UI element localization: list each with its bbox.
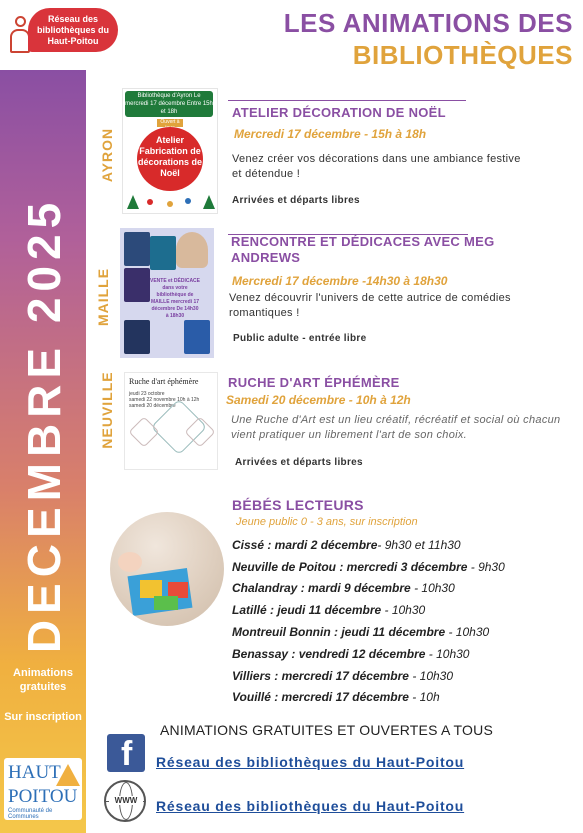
event-note-maille: Public adulte - entrée libre bbox=[233, 333, 367, 344]
sidebar-note-free: Animations gratuites bbox=[13, 667, 73, 693]
bebes-row: Neuville de Poitou : mercredi 3 décembre - 9h30 bbox=[232, 560, 505, 574]
facebook-link[interactable]: Réseau des bibliothèques du Haut-Poitou bbox=[156, 754, 465, 770]
author-photo bbox=[176, 232, 208, 268]
network-logo bbox=[4, 6, 122, 60]
footer-title: ANIMATIONS GRATUITES ET OUVERTES A TOUS bbox=[160, 722, 493, 738]
page-title-line2: BIBLIOTHÈQUES bbox=[352, 40, 573, 70]
sidebar-band bbox=[0, 70, 86, 833]
network-logo-text: Réseau des bibliothèques du Haut-Poitou bbox=[28, 8, 118, 52]
poster-neuville: Ruche d'art éphémère jeudi 23 octobre samedi 22 novembre 10h à 12h samedi 20 décembre bbox=[124, 372, 218, 470]
event-note-ayron: Arrivées et départs libres bbox=[232, 195, 360, 206]
bebes-subtitle: Jeune public 0 - 3 ans, sur inscription bbox=[236, 516, 418, 528]
poster-ayron: Bibliothèque d'Ayron Le mercredi 17 décembre Entre 15h et 18h Ouvert à Atelier Fabrication de décorations de Noël bbox=[122, 88, 218, 214]
event-note-neuville: Arrivées et départs libres bbox=[235, 457, 363, 468]
divider bbox=[228, 100, 466, 101]
bebes-row: Vouillé : mercredi 17 décembre - 10h bbox=[232, 690, 440, 704]
sidebar-note-registration: Sur inscription bbox=[4, 711, 82, 723]
page-title-line1: LES ANIMATIONS DES bbox=[283, 8, 573, 38]
website-link[interactable]: Réseau des bibliothèques du Haut-Poitou bbox=[156, 798, 465, 814]
town-label-neuville: NEUVILLE bbox=[99, 371, 115, 449]
event-desc-maille: Venez découvrir l'univers de cette autrice de comédies romantiques ! bbox=[229, 292, 511, 319]
bebes-row: Cissé : mardi 2 décembre- 9h30 et 11h30 bbox=[232, 538, 461, 552]
haut-poitou-logo: HAUT POITOU Communauté de Communes bbox=[4, 758, 82, 820]
town-label-ayron: AYRON bbox=[99, 127, 115, 183]
poster-maille: VENTE et DÉDICACE dans votre bibliothèque de MAILLE mercredi 17 décembre De 14h30 à 18h30 bbox=[120, 228, 214, 358]
event-date-neuville: Samedi 20 décembre - 10h à 12h bbox=[226, 393, 411, 407]
baby-photo bbox=[110, 512, 224, 626]
town-label-maille: MAILLE bbox=[95, 267, 111, 327]
facebook-icon[interactable]: f bbox=[107, 734, 145, 772]
event-title-neuville: RUCHE D'ART ÉPHÉMÈRE bbox=[228, 375, 400, 390]
bebes-row: Villiers : mercredi 17 décembre - 10h30 bbox=[232, 669, 454, 683]
event-title-maille: RENCONTRE ET DÉDICACES AVEC MEG ANDREWS bbox=[231, 234, 495, 265]
month-label: DECEMBRE 2025 bbox=[18, 196, 70, 654]
bebes-row: Benassay : vendredi 12 décembre - 10h30 bbox=[232, 647, 470, 661]
event-desc-ayron: Venez créer vos décorations dans une ambiance festive et détendue ! bbox=[232, 153, 521, 180]
globe-icon[interactable]: WWW bbox=[104, 780, 146, 822]
bebes-row: Chalandray : mardi 9 décembre - 10h30 bbox=[232, 581, 455, 595]
event-desc-neuville: Une Ruche d'Art est un lieu créatif, récréatif et social où chacun vient pratiquer un librement l'art de son choix. bbox=[231, 414, 561, 441]
event-date-ayron: Mercredi 17 décembre - 15h à 18h bbox=[234, 127, 427, 141]
event-title-ayron: ATELIER DÉCORATION DE NOËL bbox=[232, 105, 446, 120]
bebes-row: Latillé : jeudi 11 décembre - 10h30 bbox=[232, 603, 426, 617]
bebes-title: BÉBÉS LECTEURS bbox=[232, 497, 364, 513]
event-date-maille: Mercredi 17 décembre -14h30 à 18h30 bbox=[232, 274, 448, 288]
bebes-row: Montreuil Bonnin : jeudi 11 décembre - 10h30 bbox=[232, 625, 490, 639]
